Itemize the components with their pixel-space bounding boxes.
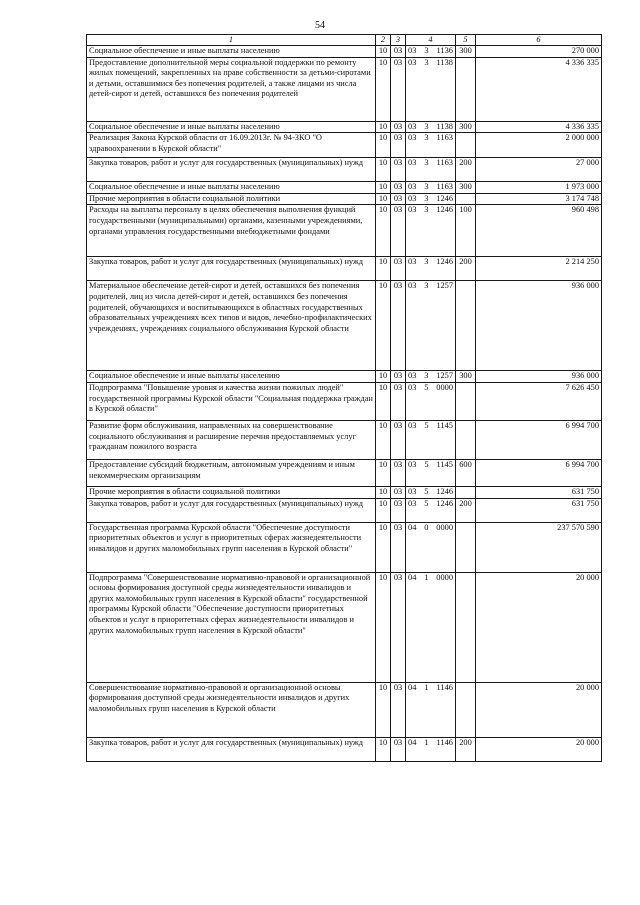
table-row: [87, 522, 602, 572]
row-target-subprogram: 0: [424, 522, 429, 532]
table-row: [87, 420, 602, 459]
row-target-direction: 1246: [436, 486, 453, 496]
row-target-subprogram: 1: [424, 737, 429, 747]
row-target-program: 03: [408, 57, 417, 67]
row-target-article: [406, 281, 456, 371]
row-target-direction: 0000: [436, 382, 453, 392]
row-name: Закупка товаров, работ и услуг для государственных (муниципальных) нужд: [87, 257, 376, 281]
row-name: Прочие мероприятия в области социальной политики: [87, 193, 376, 205]
row-target-subprogram: 3: [424, 193, 429, 203]
row-expense-type: [456, 133, 476, 158]
row-section: 10: [376, 371, 391, 383]
row-target-article: [406, 737, 456, 761]
row-amount: 631 750: [476, 498, 602, 522]
row-expense-type: 300: [456, 182, 476, 194]
row-subsection: 03: [391, 420, 406, 459]
row-target-program: 03: [408, 121, 417, 131]
row-amount: 3 174 748: [476, 193, 602, 205]
row-amount: 960 498: [476, 205, 602, 257]
row-target-article: [406, 459, 456, 486]
row-target-subprogram: 5: [424, 498, 429, 508]
row-target-program: 03: [408, 193, 417, 203]
row-expense-type: 300: [456, 46, 476, 58]
row-subsection: 03: [391, 46, 406, 58]
row-name: Закупка товаров, работ и услуг для государственных (муниципальных) нужд: [87, 737, 376, 761]
row-section: 10: [376, 158, 391, 182]
row-target-program: 04: [408, 522, 417, 532]
row-target-article: [406, 572, 456, 682]
row-target-direction: 1146: [436, 682, 453, 692]
table-row: [87, 46, 602, 58]
row-target-direction: 1163: [436, 133, 453, 143]
row-amount: 6 994 700: [476, 459, 602, 486]
row-target-program: 03: [408, 420, 417, 430]
table-body: [87, 46, 602, 762]
row-amount: 936 000: [476, 371, 602, 383]
row-expense-type: 200: [456, 158, 476, 182]
row-target-subprogram: 5: [424, 486, 429, 496]
row-subsection: 03: [391, 572, 406, 682]
row-expense-type: [456, 572, 476, 682]
table-row: [87, 382, 602, 420]
row-amount: 237 570 590: [476, 522, 602, 572]
row-expense-type: 300: [456, 371, 476, 383]
row-target-direction: 0000: [436, 572, 453, 582]
row-target-subprogram: 1: [424, 682, 429, 692]
table-row: [87, 737, 602, 761]
row-subsection: 03: [391, 257, 406, 281]
row-target-article: [406, 371, 456, 383]
row-name: Социальное обеспечение и иные выплаты населению: [87, 121, 376, 133]
table-row: [87, 193, 602, 205]
row-amount: 2 214 250: [476, 257, 602, 281]
row-amount: 4 336 335: [476, 57, 602, 121]
row-target-subprogram: 3: [424, 121, 429, 131]
row-target-subprogram: 5: [424, 459, 429, 469]
row-subsection: 03: [391, 459, 406, 486]
row-section: 10: [376, 46, 391, 58]
row-target-article: [406, 522, 456, 572]
row-section: 10: [376, 182, 391, 194]
page-number: 54: [315, 20, 325, 31]
row-target-program: 04: [408, 572, 417, 582]
row-target-subprogram: 3: [424, 205, 429, 215]
row-expense-type: [456, 682, 476, 737]
row-amount: 1 973 000: [476, 182, 602, 194]
row-section: 10: [376, 498, 391, 522]
row-section: 10: [376, 459, 391, 486]
header-col-6: 6: [476, 35, 602, 46]
row-section: 10: [376, 57, 391, 121]
table-row: [87, 158, 602, 182]
row-target-program: 03: [408, 158, 417, 168]
row-name: Расходы на выплаты персоналу в целях обеспечения выполнения функций государственными (муниципальными) органами, казенными учреждениями, органами управления государственными внебюджетными фондами: [87, 205, 376, 257]
row-subsection: 03: [391, 133, 406, 158]
row-amount: 20 000: [476, 737, 602, 761]
row-target-program: 03: [408, 498, 417, 508]
row-target-direction: 1163: [436, 158, 453, 168]
row-name: Социальное обеспечение и иные выплаты населению: [87, 182, 376, 194]
row-target-program: 03: [408, 382, 417, 392]
row-target-subprogram: 3: [424, 57, 429, 67]
row-section: 10: [376, 205, 391, 257]
row-subsection: 03: [391, 737, 406, 761]
row-amount: 270 000: [476, 46, 602, 58]
row-target-direction: 1163: [436, 182, 453, 192]
table-row: [87, 57, 602, 121]
header-col-2: 2: [376, 35, 391, 46]
row-name: Социальное обеспечение и иные выплаты населению: [87, 46, 376, 58]
row-section: 10: [376, 420, 391, 459]
row-target-direction: 0000: [436, 522, 453, 532]
row-subsection: 03: [391, 57, 406, 121]
row-target-direction: 1145: [436, 420, 453, 430]
row-target-article: [406, 133, 456, 158]
row-name: Прочие мероприятия в области социальной политики: [87, 486, 376, 498]
row-target-direction: 1146: [436, 737, 453, 747]
row-subsection: 03: [391, 382, 406, 420]
row-name: Социальное обеспечение и иные выплаты населению: [87, 371, 376, 383]
row-target-direction: 1145: [436, 459, 453, 469]
row-amount: 20 000: [476, 682, 602, 737]
row-section: 10: [376, 522, 391, 572]
row-subsection: 03: [391, 182, 406, 194]
row-subsection: 03: [391, 371, 406, 383]
row-target-subprogram: 3: [424, 257, 429, 267]
row-name: Реализация Закона Курской области от 16.09.2013г. № 94-ЗКО "О здравоохранении в Курской области": [87, 133, 376, 158]
row-target-program: 03: [408, 133, 417, 143]
table-row: [87, 121, 602, 133]
row-name: Закупка товаров, работ и услуг для государственных (муниципальных) нужд: [87, 158, 376, 182]
row-target-subprogram: 3: [424, 281, 429, 291]
row-target-article: [406, 182, 456, 194]
row-amount: 7 626 450: [476, 382, 602, 420]
row-target-subprogram: 5: [424, 382, 429, 392]
row-target-direction: 1246: [436, 498, 453, 508]
budget-table: [86, 34, 602, 762]
row-amount: 20 000: [476, 572, 602, 682]
row-amount: 2 000 000: [476, 133, 602, 158]
row-target-direction: 1246: [436, 193, 453, 203]
table-header-row: [87, 35, 602, 46]
row-expense-type: [456, 193, 476, 205]
row-target-program: 03: [408, 486, 417, 496]
row-expense-type: 100: [456, 205, 476, 257]
table-row: [87, 486, 602, 498]
row-subsection: 03: [391, 121, 406, 133]
row-name: Закупка товаров, работ и услуг для государственных (муниципальных) нужд: [87, 498, 376, 522]
row-subsection: 03: [391, 281, 406, 371]
row-target-article: [406, 382, 456, 420]
row-section: 10: [376, 133, 391, 158]
row-subsection: 03: [391, 498, 406, 522]
row-subsection: 03: [391, 682, 406, 737]
row-expense-type: [456, 522, 476, 572]
row-amount: 4 336 335: [476, 121, 602, 133]
row-target-program: 03: [408, 281, 417, 291]
table-row: [87, 182, 602, 194]
row-target-program: 03: [408, 459, 417, 469]
row-target-article: [406, 257, 456, 281]
row-target-program: 03: [408, 46, 417, 55]
row-target-direction: 1257: [436, 371, 453, 381]
row-target-article: [406, 57, 456, 121]
header-col-1: 1: [87, 35, 376, 46]
row-target-direction: 1136: [436, 46, 453, 55]
row-name: Совершенствование нормативно-правовой и организационной основы формирования доступной среды жизнедеятельности инвалидов и других маломобильных групп населения в Курской области: [87, 682, 376, 737]
row-target-article: [406, 121, 456, 133]
row-name: Подпрограмма "Повышение уровня и качества жизни пожилых людей" государственной программы Курской области "Социальная поддержка граждан в Курской области": [87, 382, 376, 420]
header-col-4: 4: [406, 35, 456, 46]
header-col-3: 3: [391, 35, 406, 46]
table-row: [87, 133, 602, 158]
row-target-program: 03: [408, 257, 417, 267]
row-target-direction: 1138: [436, 121, 453, 131]
row-subsection: 03: [391, 205, 406, 257]
row-section: 10: [376, 121, 391, 133]
row-target-subprogram: 3: [424, 182, 429, 192]
row-section: 10: [376, 193, 391, 205]
row-expense-type: 200: [456, 257, 476, 281]
row-target-subprogram: 3: [424, 133, 429, 143]
row-name: Развитие форм обслуживания, направленных на совершенствование социального обслуживания и расширение перечня предоставляемых услуг гражданам пожилого возраста: [87, 420, 376, 459]
row-name: Предоставление дополнительной меры социальной поддержки по ремонту жилых помещений, закрепленных на праве собственности за детьми-сиротами и детьми, оставшимися без попечения родителей, а также лицами из числа детей-сирот и детей, оставшихся без попечения родителей: [87, 57, 376, 121]
table-row: [87, 371, 602, 383]
row-target-article: [406, 682, 456, 737]
row-target-direction: 1246: [436, 257, 453, 267]
row-target-article: [406, 486, 456, 498]
row-target-article: [406, 205, 456, 257]
row-target-direction: 1138: [436, 57, 453, 67]
row-name: Подпрограмма "Совершенствование нормативно-правовой и организационной основы формирования доступной среды жизнедеятельности инвалидов и других маломобильных групп населения в Курской области" государственной программы Курской области "Обеспечение доступности приоритетных объектов и услуг в приоритетных сферах жизнедеятельности инвалидов и других маломобильных групп населения в Курской области": [87, 572, 376, 682]
row-name: Предоставление субсидий бюджетным, автономным учреждениям и иным некоммерческим организациям: [87, 459, 376, 486]
row-expense-type: 200: [456, 498, 476, 522]
row-target-subprogram: 5: [424, 420, 429, 430]
row-amount: 27 000: [476, 158, 602, 182]
row-amount: 631 750: [476, 486, 602, 498]
row-subsection: 03: [391, 158, 406, 182]
row-section: 10: [376, 257, 391, 281]
row-section: 10: [376, 486, 391, 498]
row-target-subprogram: 3: [424, 46, 429, 55]
row-expense-type: [456, 382, 476, 420]
table-row: [87, 498, 602, 522]
table-row: [87, 682, 602, 737]
row-target-subprogram: 3: [424, 158, 429, 168]
row-subsection: 03: [391, 486, 406, 498]
row-target-program: 03: [408, 205, 417, 215]
table-row: [87, 572, 602, 682]
row-target-article: [406, 420, 456, 459]
row-subsection: 03: [391, 193, 406, 205]
row-subsection: 03: [391, 522, 406, 572]
row-expense-type: 300: [456, 121, 476, 133]
table-row: [87, 257, 602, 281]
row-expense-type: [456, 57, 476, 121]
row-section: 10: [376, 682, 391, 737]
table-row: [87, 205, 602, 257]
row-amount: 936 000: [476, 281, 602, 371]
row-expense-type: [456, 281, 476, 371]
table-row: [87, 281, 602, 371]
row-section: 10: [376, 572, 391, 682]
row-target-subprogram: 3: [424, 371, 429, 381]
row-expense-type: [456, 420, 476, 459]
row-target-article: [406, 46, 456, 58]
row-expense-type: [456, 486, 476, 498]
row-target-article: [406, 498, 456, 522]
row-expense-type: 200: [456, 737, 476, 761]
row-section: 10: [376, 737, 391, 761]
row-amount: 6 994 700: [476, 420, 602, 459]
row-target-program: 03: [408, 371, 417, 381]
table-row: [87, 459, 602, 486]
row-section: 10: [376, 281, 391, 371]
row-section: 10: [376, 382, 391, 420]
header-col-5: 5: [456, 35, 476, 46]
row-target-direction: 1246: [436, 205, 453, 215]
row-name: Материальное обеспечение детей-сирот и детей, оставшихся без попечения родителей, лиц из числа детей-сирот и детей, оставшихся без попечения родителей, обучающихся и воспитывающихся в областных государственных образовательных учреждениях всех типов и видов, лечебно-профилактических учреждениях, учреждениях социального обслуживания Курской области: [87, 281, 376, 371]
row-expense-type: 600: [456, 459, 476, 486]
row-target-program: 04: [408, 737, 417, 747]
row-target-direction: 1257: [436, 281, 453, 291]
row-name: Государственная программа Курской области "Обеспечение доступности приоритетных объектов и услуг в приоритетных сферах жизнедеятельности инвалидов и других маломобильных групп населения в Курской области": [87, 522, 376, 572]
row-target-article: [406, 193, 456, 205]
row-target-program: 04: [408, 682, 417, 692]
row-target-article: [406, 158, 456, 182]
row-target-program: 03: [408, 182, 417, 192]
row-target-subprogram: 1: [424, 572, 429, 582]
